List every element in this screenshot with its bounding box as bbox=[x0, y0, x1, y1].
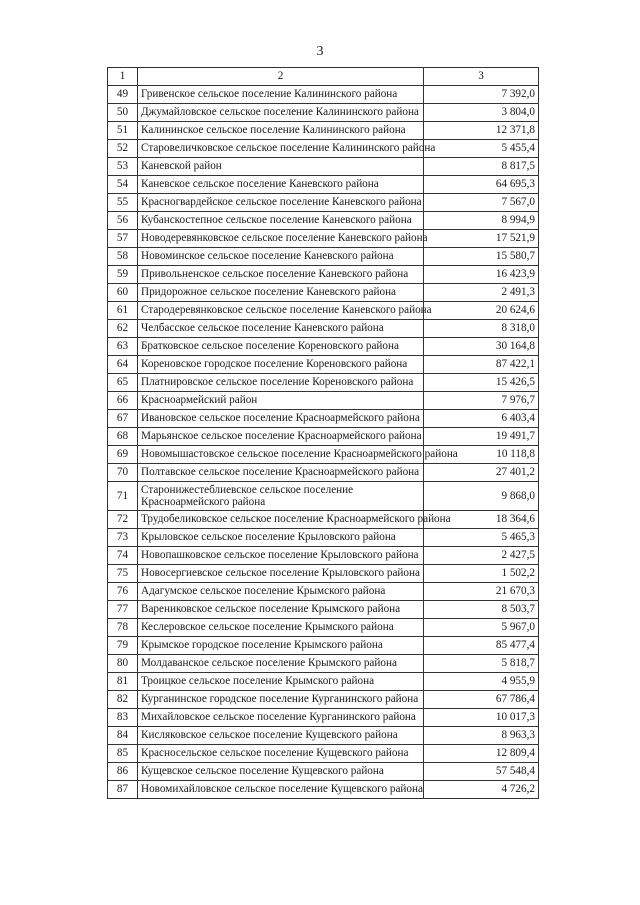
row-value: 27 401,2 bbox=[424, 464, 539, 482]
row-name: Братковское сельское поселение Кореновского района bbox=[138, 338, 424, 356]
table-row bbox=[108, 176, 539, 194]
row-number: 87 bbox=[108, 781, 138, 799]
row-value: 8 963,3 bbox=[424, 727, 539, 745]
allocation-table bbox=[107, 67, 539, 799]
table-row bbox=[108, 601, 539, 619]
table-row bbox=[108, 745, 539, 763]
row-number: 77 bbox=[108, 601, 138, 619]
row-number: 83 bbox=[108, 709, 138, 727]
row-name: Новосергиевское сельское поселение Крыловского района bbox=[138, 565, 424, 583]
row-name: Старовеличковское сельское поселение Калининского района bbox=[138, 140, 424, 158]
row-name: Красногвардейское сельское поселение Каневского района bbox=[138, 194, 424, 212]
row-name: Ивановское сельское поселение Красноармейского района bbox=[138, 410, 424, 428]
row-value: 4 726,2 bbox=[424, 781, 539, 799]
row-number: 58 bbox=[108, 248, 138, 266]
row-number: 65 bbox=[108, 374, 138, 392]
row-name: Новодеревянковское сельское поселение Каневского района bbox=[138, 230, 424, 248]
row-number: 72 bbox=[108, 511, 138, 529]
column-header-value: 3 bbox=[424, 68, 539, 86]
row-name: Красносельское сельское поселение Кущевского района bbox=[138, 745, 424, 763]
row-number: 82 bbox=[108, 691, 138, 709]
row-name: Кисляковское сельское поселение Кущевского района bbox=[138, 727, 424, 745]
row-value: 5 455,4 bbox=[424, 140, 539, 158]
row-value: 8 318,0 bbox=[424, 320, 539, 338]
table-row bbox=[108, 709, 539, 727]
row-value: 2 491,3 bbox=[424, 284, 539, 302]
row-value: 15 580,7 bbox=[424, 248, 539, 266]
row-value: 17 521,9 bbox=[424, 230, 539, 248]
row-number: 81 bbox=[108, 673, 138, 691]
row-name: Кореновское городское поселение Кореновского района bbox=[138, 356, 424, 374]
row-name: Марьянское сельское поселение Красноармейского района bbox=[138, 428, 424, 446]
row-value: 19 491,7 bbox=[424, 428, 539, 446]
table-row bbox=[108, 392, 539, 410]
table-row bbox=[108, 482, 539, 511]
row-name: Троицкое сельское поселение Крымского района bbox=[138, 673, 424, 691]
table-row bbox=[108, 464, 539, 482]
table-row bbox=[108, 374, 539, 392]
row-value: 15 426,5 bbox=[424, 374, 539, 392]
row-name: Полтавское сельское поселение Красноармейского района bbox=[138, 464, 424, 482]
row-name: Варениковское сельское поселение Крымского района bbox=[138, 601, 424, 619]
row-number: 69 bbox=[108, 446, 138, 464]
row-value: 2 427,5 bbox=[424, 547, 539, 565]
row-name: Красноармейский район bbox=[138, 392, 424, 410]
row-name: Крымское городское поселение Крымского района bbox=[138, 637, 424, 655]
table-row bbox=[108, 140, 539, 158]
row-name: Платнировское сельское поселение Кореновского района bbox=[138, 374, 424, 392]
table-row bbox=[108, 428, 539, 446]
row-name: Новоминское сельское поселение Каневского района bbox=[138, 248, 424, 266]
row-name: Курганинское городское поселение Курганинского района bbox=[138, 691, 424, 709]
table-row bbox=[108, 763, 539, 781]
row-number: 59 bbox=[108, 266, 138, 284]
table-row bbox=[108, 565, 539, 583]
row-value: 16 423,9 bbox=[424, 266, 539, 284]
row-name: Новомихайловское сельское поселение Кущевского района bbox=[138, 781, 424, 799]
table-row bbox=[108, 284, 539, 302]
row-value: 8 817,5 bbox=[424, 158, 539, 176]
row-value: 10 017,3 bbox=[424, 709, 539, 727]
row-value: 5 967,0 bbox=[424, 619, 539, 637]
row-number: 86 bbox=[108, 763, 138, 781]
page-number: 3 bbox=[316, 44, 324, 59]
row-name: Крыловское сельское поселение Крыловского района bbox=[138, 529, 424, 547]
table-header-row bbox=[108, 68, 539, 86]
row-number: 84 bbox=[108, 727, 138, 745]
row-number: 54 bbox=[108, 176, 138, 194]
row-value: 12 371,8 bbox=[424, 122, 539, 140]
row-name: Новомышастовское сельское поселение Красноармейского района bbox=[138, 446, 424, 464]
row-number: 50 bbox=[108, 104, 138, 122]
row-value: 57 548,4 bbox=[424, 763, 539, 781]
row-value: 12 809,4 bbox=[424, 745, 539, 763]
row-name: Старонижестеблиевское сельское поселение Красноармейского района bbox=[138, 482, 424, 511]
row-value: 1 502,2 bbox=[424, 565, 539, 583]
row-value: 10 118,8 bbox=[424, 446, 539, 464]
row-value: 85 477,4 bbox=[424, 637, 539, 655]
row-number: 76 bbox=[108, 583, 138, 601]
row-value: 7 976,7 bbox=[424, 392, 539, 410]
row-name: Каневской район bbox=[138, 158, 424, 176]
row-number: 71 bbox=[108, 482, 138, 511]
row-value: 5 818,7 bbox=[424, 655, 539, 673]
row-name: Михайловское сельское поселение Курганинского района bbox=[138, 709, 424, 727]
row-name: Новопашковское сельское поселение Крыловского района bbox=[138, 547, 424, 565]
row-name: Кубанскостепное сельское поселение Каневского района bbox=[138, 212, 424, 230]
row-name: Кущевское сельское поселение Кущевского района bbox=[138, 763, 424, 781]
row-value: 6 403,4 bbox=[424, 410, 539, 428]
row-value: 64 695,3 bbox=[424, 176, 539, 194]
row-value: 7 567,0 bbox=[424, 194, 539, 212]
column-header-name: 2 bbox=[138, 68, 424, 86]
table-row bbox=[108, 673, 539, 691]
table-row bbox=[108, 356, 539, 374]
row-number: 57 bbox=[108, 230, 138, 248]
table-row bbox=[108, 248, 539, 266]
row-number: 55 bbox=[108, 194, 138, 212]
table-row bbox=[108, 212, 539, 230]
table-row bbox=[108, 637, 539, 655]
table-row bbox=[108, 655, 539, 673]
row-value: 5 465,3 bbox=[424, 529, 539, 547]
table-row bbox=[108, 338, 539, 356]
row-number: 74 bbox=[108, 547, 138, 565]
table-row bbox=[108, 266, 539, 284]
column-header-number: 1 bbox=[108, 68, 138, 86]
row-value: 8 994,9 bbox=[424, 212, 539, 230]
table-row bbox=[108, 302, 539, 320]
row-number: 73 bbox=[108, 529, 138, 547]
row-name: Адагумское сельское поселение Крымского района bbox=[138, 583, 424, 601]
row-value: 67 786,4 bbox=[424, 691, 539, 709]
row-name: Придорожное сельское поселение Каневского района bbox=[138, 284, 424, 302]
row-value: 87 422,1 bbox=[424, 356, 539, 374]
row-value: 7 392,0 bbox=[424, 86, 539, 104]
row-number: 53 bbox=[108, 158, 138, 176]
table-row bbox=[108, 691, 539, 709]
row-name: Молдаванское сельское поселение Крымского района bbox=[138, 655, 424, 673]
row-number: 80 bbox=[108, 655, 138, 673]
row-name: Джумайловское сельское поселение Калининского района bbox=[138, 104, 424, 122]
table-row bbox=[108, 230, 539, 248]
table-body bbox=[108, 86, 539, 799]
table-row bbox=[108, 194, 539, 212]
row-value: 30 164,8 bbox=[424, 338, 539, 356]
row-number: 56 bbox=[108, 212, 138, 230]
table-row bbox=[108, 122, 539, 140]
table-row bbox=[108, 86, 539, 104]
row-value: 18 364,6 bbox=[424, 511, 539, 529]
row-number: 85 bbox=[108, 745, 138, 763]
row-name: Привольненское сельское поселение Каневского района bbox=[138, 266, 424, 284]
table-row bbox=[108, 320, 539, 338]
row-value: 21 670,3 bbox=[424, 583, 539, 601]
row-number: 60 bbox=[108, 284, 138, 302]
row-value: 9 868,0 bbox=[424, 482, 539, 511]
row-name: Гривенское сельское поселение Калининского района bbox=[138, 86, 424, 104]
table-row bbox=[108, 511, 539, 529]
row-name: Каневское сельское поселение Каневского района bbox=[138, 176, 424, 194]
row-number: 78 bbox=[108, 619, 138, 637]
table-row bbox=[108, 158, 539, 176]
row-number: 52 bbox=[108, 140, 138, 158]
row-number: 63 bbox=[108, 338, 138, 356]
table-row bbox=[108, 104, 539, 122]
table-row bbox=[108, 583, 539, 601]
row-number: 70 bbox=[108, 464, 138, 482]
row-value: 4 955,9 bbox=[424, 673, 539, 691]
row-number: 62 bbox=[108, 320, 138, 338]
row-number: 64 bbox=[108, 356, 138, 374]
table-row bbox=[108, 446, 539, 464]
table-row bbox=[108, 529, 539, 547]
row-name: Кеслеровское сельское поселение Крымского района bbox=[138, 619, 424, 637]
row-number: 61 bbox=[108, 302, 138, 320]
row-number: 49 bbox=[108, 86, 138, 104]
row-number: 68 bbox=[108, 428, 138, 446]
row-name: Стародеревянковское сельское поселение Каневского района bbox=[138, 302, 424, 320]
table-row bbox=[108, 410, 539, 428]
row-value: 20 624,6 bbox=[424, 302, 539, 320]
row-number: 67 bbox=[108, 410, 138, 428]
row-value: 3 804,0 bbox=[424, 104, 539, 122]
row-number: 66 bbox=[108, 392, 138, 410]
table-row bbox=[108, 619, 539, 637]
row-name: Калининское сельское поселение Калининского района bbox=[138, 122, 424, 140]
row-number: 51 bbox=[108, 122, 138, 140]
row-value: 8 503,7 bbox=[424, 601, 539, 619]
table-row bbox=[108, 781, 539, 799]
row-name: Трудобеликовское сельское поселение Красноармейского района bbox=[138, 511, 424, 529]
row-number: 75 bbox=[108, 565, 138, 583]
row-name: Челбасское сельское поселение Каневского района bbox=[138, 320, 424, 338]
row-number: 79 bbox=[108, 637, 138, 655]
table-row bbox=[108, 547, 539, 565]
table-row bbox=[108, 727, 539, 745]
